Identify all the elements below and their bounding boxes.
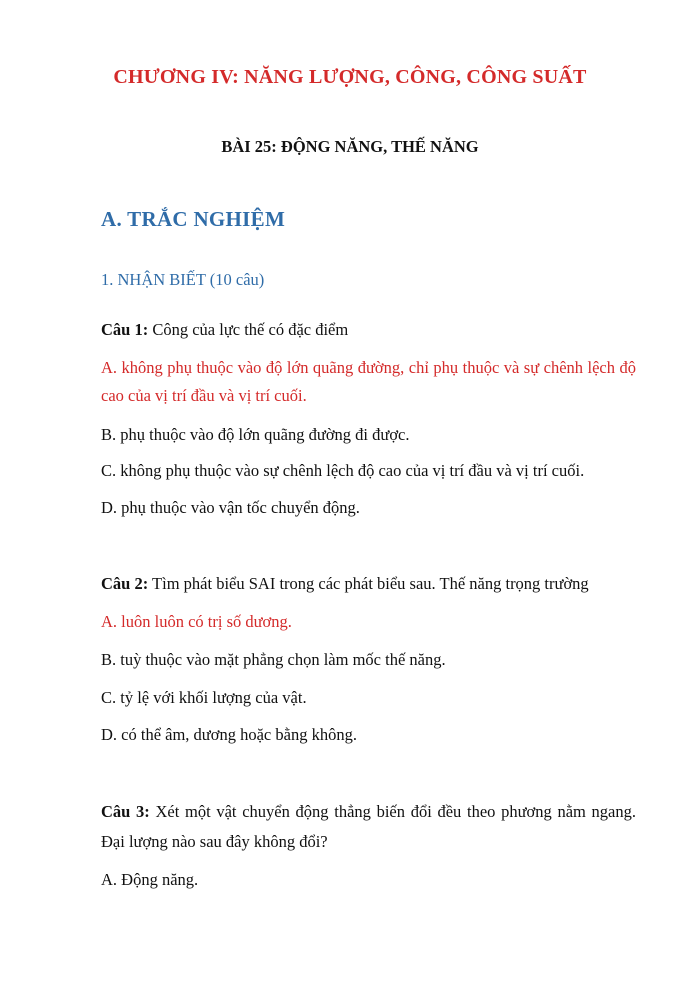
answer-option: C. tỷ lệ với khối lượng của vật. (101, 688, 307, 707)
question-3 (101, 797, 636, 857)
question-text: Công của lực thế có đặc điểm (148, 320, 349, 339)
question-1 (101, 316, 348, 344)
answer-option-correct: A. không phụ thuộc vào độ lớn quãng đường, chỉ phụ thuộc và sự chênh lệch độ cao của vị trí đầu và vị trí cuối. (101, 358, 636, 405)
answer-option: A. Động năng. (101, 870, 199, 889)
answer-option: D. phụ thuộc vào vận tốc chuyển động. (101, 498, 360, 517)
question-number: Câu 1: (101, 320, 149, 339)
answer-option: B. tuỳ thuộc vào mặt phẳng chọn làm mốc thế năng. (101, 650, 446, 669)
question-text: Xét một vật chuyển động thẳng biến đổi đều theo phương nằm ngang. Đại lượng nào sau đây không đổi? (101, 802, 636, 851)
answer-option: D. có thể âm, dương hoặc bằng không. (101, 725, 357, 744)
answer-option: B. phụ thuộc vào độ lớn quãng đường đi được. (101, 425, 410, 444)
chapter-title: CHƯƠNG IV: NĂNG LƯỢNG, CÔNG, CÔNG SUẤT (113, 66, 587, 88)
question-number: Câu 3: (101, 802, 150, 821)
lesson-title: BÀI 25: ĐỘNG NĂNG, THẾ NĂNG (221, 137, 479, 156)
question-text: Tìm phát biểu SAI trong các phát biểu sau. Thế năng trọng trường (148, 574, 589, 593)
answer-option-correct: A. luôn luôn có trị số dương. (101, 612, 292, 631)
answer-option: C. không phụ thuộc vào sự chênh lệch độ cao của vị trí đầu và vị trí cuối. (101, 461, 585, 480)
question-number: Câu 2: (101, 574, 149, 593)
section-heading: A. TRẮC NGHIỆM (101, 207, 286, 231)
subsection-heading: 1. NHẬN BIẾT (10 câu) (101, 270, 265, 289)
question-2 (101, 570, 589, 598)
